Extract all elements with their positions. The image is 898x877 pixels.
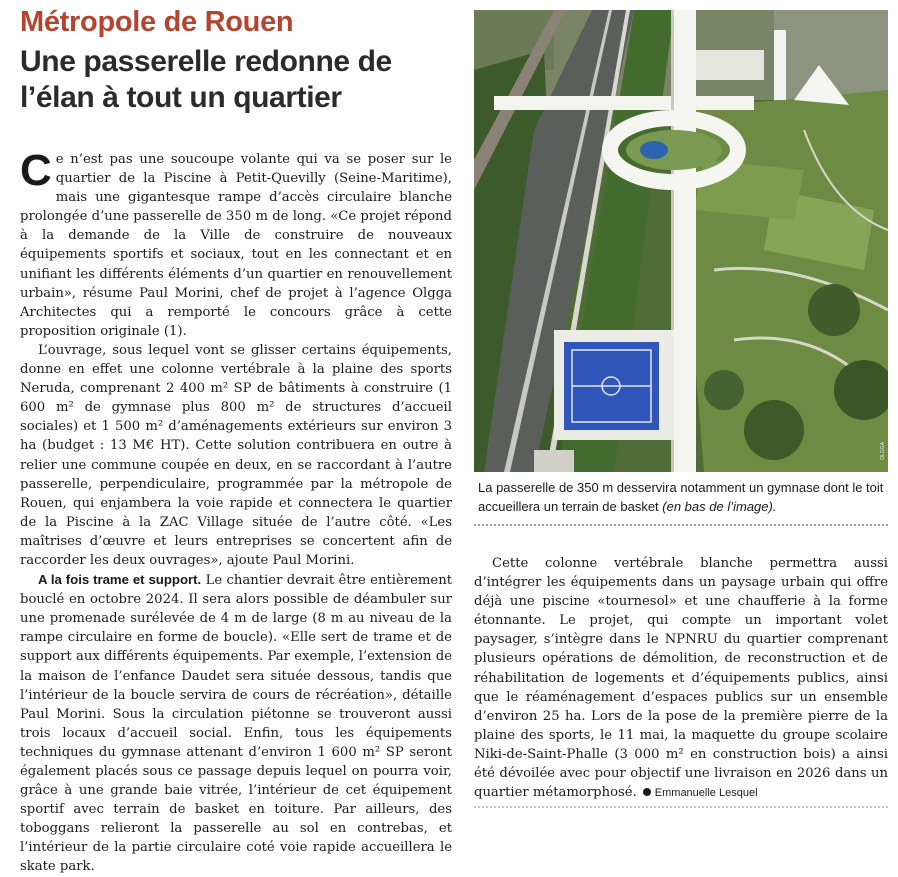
caption-divider: [474, 524, 888, 526]
paragraph-2: L’ouvrage, sous lequel vont se glisser certains équipements, donne en effet une colonne vertébrale à la plaine des sports Neruda, comprenant 2 400 m² SP de bâtiments à construire (1 600 m² de gymnase plus 800 m² de structures d’accueil sociales) et 1 500 m² d’aménagements extérieurs sur environ 3 ha (budget : 13 M€ HT). Cette solution contribuera en outre à relier une commune coupée en deux, en se raccordant à l’autre passerelle, perpendiculaire, programmée par la métropole de Rouen, qui enjambera la voie rapide et connectera le quartier de la Piscine à la ZAC Village située de l’autre côté. «Les maîtrises d’œuvre et leurs entreprises se concertent afin de raccorder les deux ouvrages», ajoute Paul Morini.: [20, 342, 452, 568]
end-mark-icon: [643, 788, 651, 796]
paragraph-3-text: Le chantier devrait être entièrement bouclé en octobre 2024. Il sera alors possible de déambuler sur une promenade surélevée de 4 m de large (8 m au niveau de la rampe circulaire en forme de boucle). «Elle sert de trame et de support aux différents équipements. Par exemple, l’extension de la maison de l’enfance Daudet sera située dessous, tandis que l’intérieur de la boucle servira de cours de récréation», détaille Paul Morini. Sous la circulation piétonne se trouveront aussi trois locaux d’accueil social. Enfin, tous les équipements techniques du gymnase attenant d’environ 1 600 m² SP seront également placés sous ce passage depuis lequel on pourra voir, grâce à une grande baie vitrée, l’intérieur de cet équipement sportif avec terrain de basket en toiture. Par ailleurs, des toboggans relieront la passerelle au sol en contrebas, et l’intérieur de la partie circulaire coté voie rapide accueillera le skate park.: [20, 573, 452, 875]
paragraph-4-text: Cette colonne vertébrale blanche permettra aussi d’intégrer les équipements dans un paysage urbain qui offre déjà une piscine «tournesol» et une chaufferie à la forme étonnante. Le projet, qui compte un important volet paysager, s’intègre dans le NPNRU du quartier comprenant plusieurs opérations de démolition, de reconstruction et de réhabilitation de logements et d’équipements publics, ainsi que le réaménagement d’espaces publics sur un ensemble d’environ 25 ha. Lors de la pose de la première pierre de la plaine des sports, le 11 mai, la maquette du groupe scolaire Niki-de-Saint-Phalle (3 000 m² en construction bois) a ainsi été dévoilée avec pour objectif une livraison en 2026 dans un quartier métamorphosé.: [474, 556, 888, 801]
lead-paragraph: [20, 146, 452, 341]
caption-text: La passerelle de 350 m desservira notamment un gymnase dont le toit accueillera un terrain de basket: [478, 480, 884, 514]
article-body-left: [20, 146, 452, 877]
article-body-right: [474, 554, 888, 803]
aerial-photo: [474, 10, 888, 472]
photo-caption: [478, 478, 888, 516]
author-signature: Emmanuelle Lesquel: [654, 787, 758, 800]
paragraph-3: [20, 570, 452, 877]
paragraph-4: [474, 554, 888, 803]
photo-credit: OLGGA: [880, 442, 886, 460]
aerial-illustration: [474, 10, 888, 472]
lead-text: e n’est pas une soucoupe volante qui va se poser sur le quartier de la Piscine à Petit-Quevilly (Seine-Maritime), mais une gigantesque rampe d’accès circulaire blanche prolongée d’une passerelle de 350 m de long. «Ce projet répond à la demande de la Ville de construire de nouveaux équipements sportifs et sociaux, tout en les connectant et en unifiant les différents éléments d’un quartier en renouvellement urbain», résume Paul Morini, chef de projet à l’agence Olgga Architectes qui a remporté le concours grâce à cette proposition originale (1).: [20, 152, 452, 339]
article-kicker: Métropole de Rouen: [20, 6, 294, 38]
drop-cap: C: [20, 146, 52, 195]
end-divider: [474, 806, 888, 808]
caption-italic: (en bas de l’image).: [662, 499, 777, 514]
article-headline: Une passerelle redonne de l’élan à tout un quartier: [20, 45, 392, 114]
section-subhead: A la fois trame et support.: [38, 572, 202, 588]
